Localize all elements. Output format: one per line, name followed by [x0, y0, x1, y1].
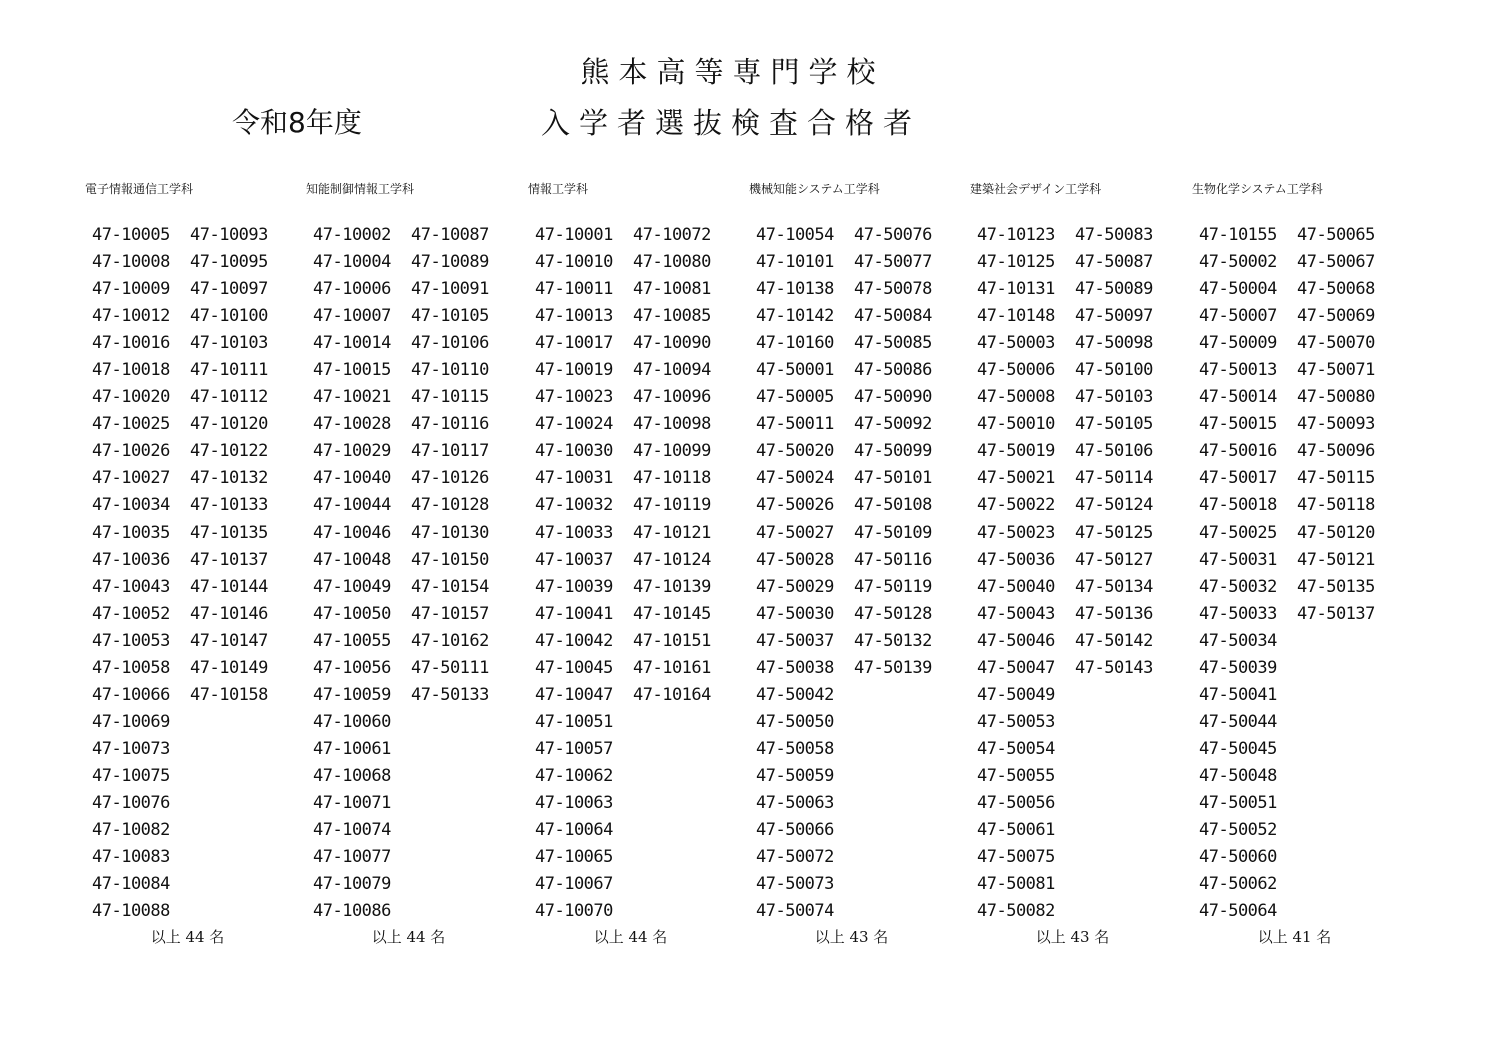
admission-number: 47-10128: [411, 495, 489, 516]
department-column: [85, 180, 305, 946]
admission-number: 47-10123: [977, 225, 1055, 245]
admission-number: 47-10132: [190, 468, 268, 489]
admission-number: 47-50082: [977, 901, 1055, 922]
admission-number: 47-10105: [411, 306, 489, 327]
admission-number: 47-50022: [977, 495, 1055, 516]
admission-number: 47-10151: [633, 630, 711, 651]
admission-number: 47-10111: [190, 360, 268, 381]
admission-number: 47-10035: [92, 522, 170, 543]
admission-number: 47-10001: [535, 225, 613, 245]
admission-number: 47-50074: [756, 901, 834, 922]
admission-number: 47-50028: [756, 549, 834, 570]
admission-number: 47-50100: [1075, 360, 1153, 381]
admission-number: 47-10077: [313, 847, 391, 868]
admission-number: 47-10139: [633, 576, 711, 597]
admission-number: 47-50041: [1199, 684, 1277, 705]
admission-number: 47-10058: [92, 657, 170, 678]
admission-number: 47-10023: [535, 387, 613, 408]
admission-number: 47-10089: [411, 252, 489, 273]
admission-number: 47-10031: [535, 468, 613, 489]
admission-number: 47-10062: [535, 765, 613, 786]
admission-number: 47-50034: [1199, 630, 1277, 651]
admission-number: 47-50049: [977, 684, 1055, 705]
admission-number: 47-10093: [190, 225, 268, 245]
admission-number: 47-10110: [411, 360, 489, 381]
admission-number: 47-10045: [535, 657, 613, 678]
admission-number: 47-50030: [756, 603, 834, 624]
admission-number: 47-10157: [411, 603, 489, 624]
admission-number: 47-50097: [1075, 306, 1153, 327]
admission-number: 47-10047: [535, 684, 613, 705]
admission-number: 47-10122: [190, 441, 268, 462]
admission-number: 47-10137: [190, 549, 268, 570]
admission-number: 47-10037: [535, 549, 613, 570]
admission-number: 47-10155: [1199, 225, 1277, 245]
admission-number: 47-50115: [1297, 468, 1375, 489]
admission-number: 47-10081: [633, 279, 711, 300]
admission-number: 47-10126: [411, 468, 489, 489]
admission-number: 47-50125: [1075, 522, 1153, 543]
admission-number: 47-50098: [1075, 333, 1153, 354]
admission-number: 47-10008: [92, 252, 170, 273]
admission-number: 47-50033: [1199, 603, 1277, 624]
admission-number: 47-10019: [535, 360, 613, 381]
admission-number: 47-50085: [854, 333, 932, 354]
admission-number: 47-50092: [854, 414, 932, 435]
admission-number: 47-10030: [535, 441, 613, 462]
admission-number: 47-50090: [854, 387, 932, 408]
admission-number: 47-50143: [1075, 657, 1153, 678]
admission-number: 47-10040: [313, 468, 391, 489]
admission-number: 47-10015: [313, 360, 391, 381]
admission-number: 47-10034: [92, 495, 170, 516]
admission-number: 47-50009: [1199, 333, 1277, 354]
admission-number: 47-50024: [756, 468, 834, 489]
admission-number: 47-10028: [313, 414, 391, 435]
admission-number: 47-10162: [411, 630, 489, 651]
admission-number: 47-10091: [411, 279, 489, 300]
admission-number: 47-10044: [313, 495, 391, 516]
admission-number: 47-10004: [313, 252, 391, 273]
admission-number: 47-10100: [190, 306, 268, 327]
admission-number: 47-50089: [1075, 279, 1153, 300]
admission-number: 47-50027: [756, 522, 834, 543]
admission-number: 47-50019: [977, 441, 1055, 462]
admission-number: 47-10142: [756, 306, 834, 327]
admission-number: 47-10050: [313, 603, 391, 624]
admission-number: 47-10086: [313, 901, 391, 922]
admission-number: 47-10033: [535, 522, 613, 543]
admission-number: 47-10145: [633, 603, 711, 624]
admission-number: 47-50058: [756, 738, 834, 759]
admission-number: 47-10148: [977, 306, 1055, 327]
admission-number: 47-10119: [633, 495, 711, 516]
admission-number: 47-50120: [1297, 522, 1375, 543]
admission-number: 47-10090: [633, 333, 711, 354]
admission-number: 47-50128: [854, 603, 932, 624]
admission-number: 47-50001: [756, 360, 834, 381]
admission-number: 47-10075: [92, 765, 170, 786]
department-column: [749, 180, 969, 946]
admission-number: 47-50038: [756, 657, 834, 678]
admission-number: 47-50093: [1297, 414, 1375, 435]
admission-number: 47-10005: [92, 225, 170, 245]
admission-number: 47-10164: [633, 684, 711, 705]
total-count: 以上 44 名: [371, 928, 446, 946]
admission-number: 47-50064: [1199, 901, 1277, 922]
admission-number: 47-10066: [92, 684, 170, 705]
admission-number-list: [190, 222, 268, 709]
admission-number: 47-10131: [977, 279, 1055, 300]
admission-number: 47-50018: [1199, 495, 1277, 516]
admission-number: 47-50055: [977, 765, 1055, 786]
admission-number: 47-10042: [535, 630, 613, 651]
admission-number: 47-50114: [1075, 468, 1153, 489]
admission-number: 47-10112: [190, 387, 268, 408]
admission-number: 47-10026: [92, 441, 170, 462]
admission-number: 47-50021: [977, 468, 1055, 489]
admission-number: 47-10006: [313, 279, 391, 300]
admission-number-list: [313, 222, 391, 925]
admission-number: 47-50050: [756, 711, 834, 732]
admission-number: 47-10146: [190, 603, 268, 624]
admission-number: 47-10073: [92, 738, 170, 759]
total-count: 以上 41 名: [1257, 928, 1332, 946]
admission-number-list: [535, 222, 613, 925]
admission-number: 47-50073: [756, 874, 834, 895]
admission-number: 47-10036: [92, 549, 170, 570]
admission-number: 47-50047: [977, 657, 1055, 678]
admission-number: 47-50036: [977, 549, 1055, 570]
admission-number: 47-10125: [977, 252, 1055, 273]
admission-number: 47-10069: [92, 711, 170, 732]
admission-number: 47-50016: [1199, 441, 1277, 462]
admission-number: 47-10061: [313, 738, 391, 759]
admission-number: 47-50086: [854, 360, 932, 381]
admission-number: 47-10052: [92, 603, 170, 624]
admission-number: 47-10046: [313, 522, 391, 543]
admission-number: 47-10116: [411, 414, 489, 435]
admission-number: 47-10059: [313, 684, 391, 705]
admission-number: 47-10054: [756, 225, 834, 245]
admission-number: 47-10065: [535, 847, 613, 868]
admission-number: 47-10099: [633, 441, 711, 462]
admission-number: 47-10130: [411, 522, 489, 543]
admission-number: 47-50142: [1075, 630, 1153, 651]
admission-number: 47-10013: [535, 306, 613, 327]
admission-number: 47-50124: [1075, 495, 1153, 516]
admission-number: 47-50007: [1199, 306, 1277, 327]
admission-number: 47-50127: [1075, 549, 1153, 570]
admission-number: 47-10007: [313, 306, 391, 327]
admission-number: 47-10117: [411, 441, 489, 462]
admission-number: 47-10083: [92, 847, 170, 868]
admission-number: 47-10021: [313, 387, 391, 408]
admission-number: 47-50066: [756, 820, 834, 841]
admission-number: 47-50054: [977, 738, 1055, 759]
admission-number: 47-50068: [1297, 279, 1375, 300]
admission-number: 47-10080: [633, 252, 711, 273]
admission-number: 47-10067: [535, 874, 613, 895]
admission-number: 47-50031: [1199, 549, 1277, 570]
department-name: 電子情報通信工学科: [85, 182, 194, 196]
admission-number: 47-10049: [313, 576, 391, 597]
school-name: 熊本高等専門学校: [580, 55, 885, 89]
admission-number: 47-50003: [977, 333, 1055, 354]
admission-number: 47-10002: [313, 225, 391, 245]
admission-number: 47-10096: [633, 387, 711, 408]
admission-number: 47-10056: [313, 657, 391, 678]
admission-number: 47-50080: [1297, 387, 1375, 408]
admission-number: 47-10070: [535, 901, 613, 922]
admission-number: 47-10101: [756, 252, 834, 273]
admission-number: 47-50002: [1199, 252, 1277, 273]
admission-number: 47-50056: [977, 792, 1055, 813]
admission-number: 47-50137: [1297, 603, 1375, 624]
admission-number: 47-50042: [756, 684, 834, 705]
admission-number: 47-50099: [854, 441, 932, 462]
admission-number: 47-10016: [92, 333, 170, 354]
admission-number: 47-10138: [756, 279, 834, 300]
admission-number: 47-50116: [854, 549, 932, 570]
admission-number: 47-10085: [633, 306, 711, 327]
admission-number: 47-50139: [854, 657, 932, 678]
admission-number: 47-10041: [535, 603, 613, 624]
admission-number-list: [1075, 222, 1153, 682]
admission-number: 47-50118: [1297, 495, 1375, 516]
admission-number: 47-10098: [633, 414, 711, 435]
admission-number: 47-50008: [977, 387, 1055, 408]
admission-number: 47-50083: [1075, 225, 1153, 245]
total-count: 以上 43 名: [814, 928, 889, 946]
document-title: 入学者選抜検査合格者: [541, 106, 922, 140]
admission-number: 47-10158: [190, 684, 268, 705]
admission-number: 47-50037: [756, 630, 834, 651]
admission-number: 47-50109: [854, 522, 932, 543]
admission-number: 47-10055: [313, 630, 391, 651]
admission-number: 47-10018: [92, 360, 170, 381]
admission-number: 47-10144: [190, 576, 268, 597]
admission-number: 47-10043: [92, 576, 170, 597]
admission-number: 47-50077: [854, 252, 932, 273]
admission-number: 47-10161: [633, 657, 711, 678]
admission-number: 47-50075: [977, 847, 1055, 868]
admission-number: 47-10029: [313, 441, 391, 462]
admission-number: 47-50061: [977, 820, 1055, 841]
admission-number: 47-10079: [313, 874, 391, 895]
total-count: 以上 44 名: [150, 928, 225, 946]
admission-number: 47-10097: [190, 279, 268, 300]
admission-number: 47-50134: [1075, 576, 1153, 597]
admission-number: 47-50026: [756, 495, 834, 516]
admission-number: 47-50014: [1199, 387, 1277, 408]
admission-number: 47-10010: [535, 252, 613, 273]
admission-number: 47-50010: [977, 414, 1055, 435]
admission-number: 47-50081: [977, 874, 1055, 895]
admission-number-list: [411, 222, 489, 709]
admission-number: 47-50006: [977, 360, 1055, 381]
admission-number: 47-10087: [411, 225, 489, 245]
department-name: 生物化学システム工学科: [1192, 182, 1323, 196]
department-name: 知能制御情報工学科: [306, 182, 415, 196]
department-column: [528, 180, 748, 946]
admission-number-list: [1199, 222, 1277, 925]
department-name: 建築社会デザイン工学科: [970, 182, 1102, 196]
admission-number: 47-10011: [535, 279, 613, 300]
admission-number: 47-50072: [756, 847, 834, 868]
admission-number: 47-50013: [1199, 360, 1277, 381]
admission-number: 47-50032: [1199, 576, 1277, 597]
admission-number: 47-50053: [977, 711, 1055, 732]
department-name: 情報工学科: [528, 182, 589, 196]
admission-number: 47-50096: [1297, 441, 1375, 462]
department-column: [1192, 180, 1412, 946]
admission-number: 47-50132: [854, 630, 932, 651]
admission-number: 47-50059: [756, 765, 834, 786]
admission-number: 47-50062: [1199, 874, 1277, 895]
admission-number: 47-10072: [633, 225, 711, 245]
admission-number: 47-10118: [633, 468, 711, 489]
admission-number: 47-10103: [190, 333, 268, 354]
total-count: 以上 44 名: [593, 928, 668, 946]
admission-number: 47-50004: [1199, 279, 1277, 300]
admission-number: 47-50005: [756, 387, 834, 408]
admission-number: 47-50108: [854, 495, 932, 516]
department-name: 機械知能システム工学科: [749, 182, 880, 196]
admission-number: 47-50084: [854, 306, 932, 327]
admission-number: 47-10064: [535, 820, 613, 841]
admission-number: 47-10133: [190, 495, 268, 516]
admission-number: 47-10160: [756, 333, 834, 354]
admission-number: 47-10025: [92, 414, 170, 435]
admission-number: 47-10053: [92, 630, 170, 651]
admission-number: 47-10063: [535, 792, 613, 813]
admission-number: 47-50067: [1297, 252, 1375, 273]
admission-number: 47-10115: [411, 387, 489, 408]
admission-number: 47-10106: [411, 333, 489, 354]
admission-number: 47-10012: [92, 306, 170, 327]
admission-number: 47-50071: [1297, 360, 1375, 381]
admission-number: 47-10082: [92, 820, 170, 841]
department-column: [970, 180, 1190, 946]
admission-number: 47-50025: [1199, 522, 1277, 543]
admission-number: 47-10147: [190, 630, 268, 651]
admission-number: 47-50045: [1199, 738, 1277, 759]
admission-number: 47-50039: [1199, 657, 1277, 678]
admission-number: 47-50135: [1297, 576, 1375, 597]
admission-number: 47-10024: [535, 414, 613, 435]
admission-number: 47-50119: [854, 576, 932, 597]
admission-number: 47-10121: [633, 522, 711, 543]
admission-number: 47-50017: [1199, 468, 1277, 489]
admission-number: 47-50060: [1199, 847, 1277, 868]
admission-number-list: [977, 222, 1055, 925]
admission-number: 47-50106: [1075, 441, 1153, 462]
admission-number: 47-50111: [411, 657, 489, 678]
admission-number: 47-50078: [854, 279, 932, 300]
admission-number: 47-50011: [756, 414, 834, 435]
admission-number: 47-10009: [92, 279, 170, 300]
admission-number: 47-50043: [977, 603, 1055, 624]
admission-number: 47-10094: [633, 360, 711, 381]
department-column: [306, 180, 526, 946]
admission-number: 47-50052: [1199, 820, 1277, 841]
admission-number: 47-10020: [92, 387, 170, 408]
admission-number: 47-50051: [1199, 792, 1277, 813]
admission-number: 47-10068: [313, 765, 391, 786]
admission-number: 47-50069: [1297, 306, 1375, 327]
admission-number: 47-50040: [977, 576, 1055, 597]
admission-number: 47-10120: [190, 414, 268, 435]
admission-number: 47-50087: [1075, 252, 1153, 273]
admission-number: 47-50105: [1075, 414, 1153, 435]
admission-number: 47-10071: [313, 792, 391, 813]
admission-number: 47-10048: [313, 549, 391, 570]
admission-number: 47-50044: [1199, 711, 1277, 732]
total-count: 以上 43 名: [1035, 928, 1110, 946]
admission-number: 47-10039: [535, 576, 613, 597]
admission-number: 47-50070: [1297, 333, 1375, 354]
admission-number-list: [854, 222, 932, 682]
admission-number: 47-10017: [535, 333, 613, 354]
admission-number: 47-10135: [190, 522, 268, 543]
admission-number: 47-50015: [1199, 414, 1277, 435]
admission-number: 47-50065: [1297, 225, 1375, 245]
admission-number: 47-10051: [535, 711, 613, 732]
admission-number: 47-50103: [1075, 387, 1153, 408]
admission-number: 47-50063: [756, 792, 834, 813]
admission-number: 47-10057: [535, 738, 613, 759]
admission-number-list: [92, 222, 170, 925]
admission-number-list: [1297, 222, 1375, 628]
admission-number: 47-10014: [313, 333, 391, 354]
admission-number-list: [756, 222, 834, 925]
admission-number: 47-10124: [633, 549, 711, 570]
admission-number: 47-50023: [977, 522, 1055, 543]
year-label: 令和8年度: [232, 106, 362, 139]
admission-number: 47-10154: [411, 576, 489, 597]
admission-number: 47-10084: [92, 874, 170, 895]
admission-number: 47-50076: [854, 225, 932, 245]
admission-number: 47-50133: [411, 684, 489, 705]
admission-number: 47-50046: [977, 630, 1055, 651]
admission-number: 47-10149: [190, 657, 268, 678]
admission-number: 47-10074: [313, 820, 391, 841]
admission-number: 47-10076: [92, 792, 170, 813]
admission-number: 47-50020: [756, 441, 834, 462]
admission-number: 47-10088: [92, 901, 170, 922]
admission-number: 47-50029: [756, 576, 834, 597]
admission-number: 47-50121: [1297, 549, 1375, 570]
admission-number: 47-10150: [411, 549, 489, 570]
admission-number: 47-50136: [1075, 603, 1153, 624]
admission-number-list: [633, 222, 711, 709]
admission-number: 47-50048: [1199, 765, 1277, 786]
admission-number: 47-10032: [535, 495, 613, 516]
admission-number: 47-50101: [854, 468, 932, 489]
admission-number: 47-10060: [313, 711, 391, 732]
admission-number: 47-10095: [190, 252, 268, 273]
admission-number: 47-10027: [92, 468, 170, 489]
